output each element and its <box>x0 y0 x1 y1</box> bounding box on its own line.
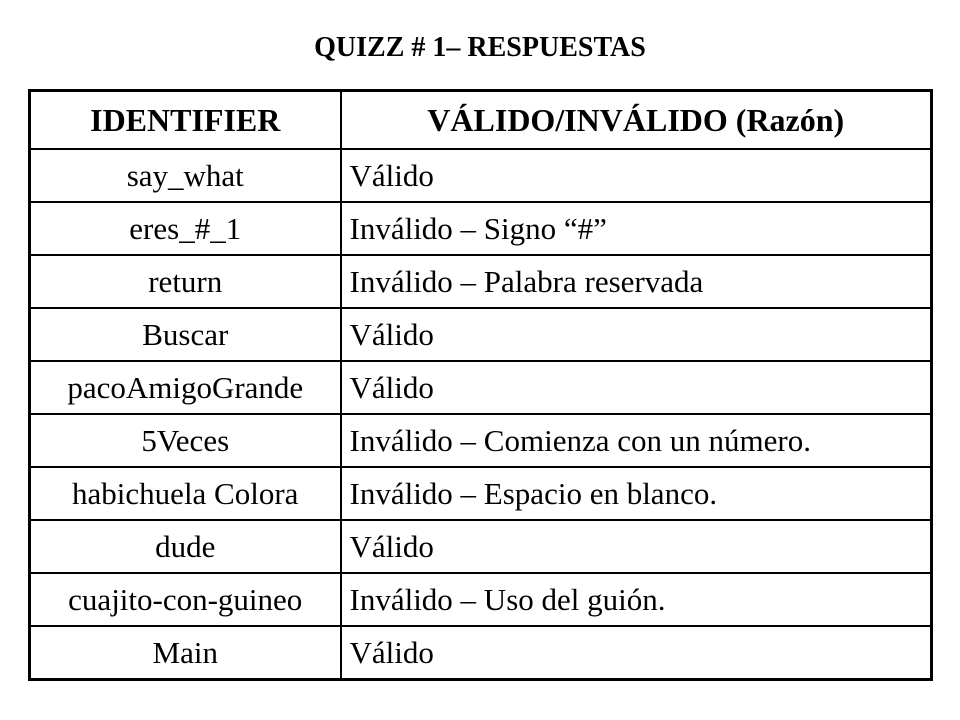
result-cell: Inválido – Signo “#” <box>341 202 932 255</box>
table-row <box>30 626 932 680</box>
result-cell: Inválido – Espacio en blanco. <box>341 467 932 520</box>
result-cell: Inválido – Uso del guión. <box>341 573 932 626</box>
table-row <box>30 202 932 255</box>
identifier-cell: 5Veces <box>30 414 341 467</box>
table-header-row <box>30 91 932 150</box>
result-cell: Válido <box>341 520 932 573</box>
table-row <box>30 573 932 626</box>
identifier-cell: cuajito-con-guineo <box>30 573 341 626</box>
header-identifier: IDENTIFIER <box>30 91 341 150</box>
table-row <box>30 149 932 202</box>
result-cell: Válido <box>341 361 932 414</box>
identifier-cell: dude <box>30 520 341 573</box>
result-cell: Válido <box>341 626 932 680</box>
answers-table <box>28 89 933 681</box>
identifier-cell: pacoAmigoGrande <box>30 361 341 414</box>
result-cell: Válido <box>341 149 932 202</box>
result-cell: Inválido – Palabra reservada <box>341 255 932 308</box>
table-row <box>30 308 932 361</box>
identifier-cell: habichuela Colora <box>30 467 341 520</box>
identifier-cell: return <box>30 255 341 308</box>
identifier-cell: Main <box>30 626 341 680</box>
table-row <box>30 255 932 308</box>
result-cell: Válido <box>341 308 932 361</box>
header-validity-reason: VÁLIDO/INVÁLIDO (Razón) <box>341 91 932 150</box>
page-title: QUIZZ # 1– RESPUESTAS <box>314 32 646 63</box>
table-row <box>30 361 932 414</box>
table-row <box>30 414 932 467</box>
identifier-cell: Buscar <box>30 308 341 361</box>
identifier-cell: eres_#_1 <box>30 202 341 255</box>
result-cell: Inválido – Comienza con un número. <box>341 414 932 467</box>
table-row <box>30 467 932 520</box>
table-row <box>30 520 932 573</box>
identifier-cell: say_what <box>30 149 341 202</box>
